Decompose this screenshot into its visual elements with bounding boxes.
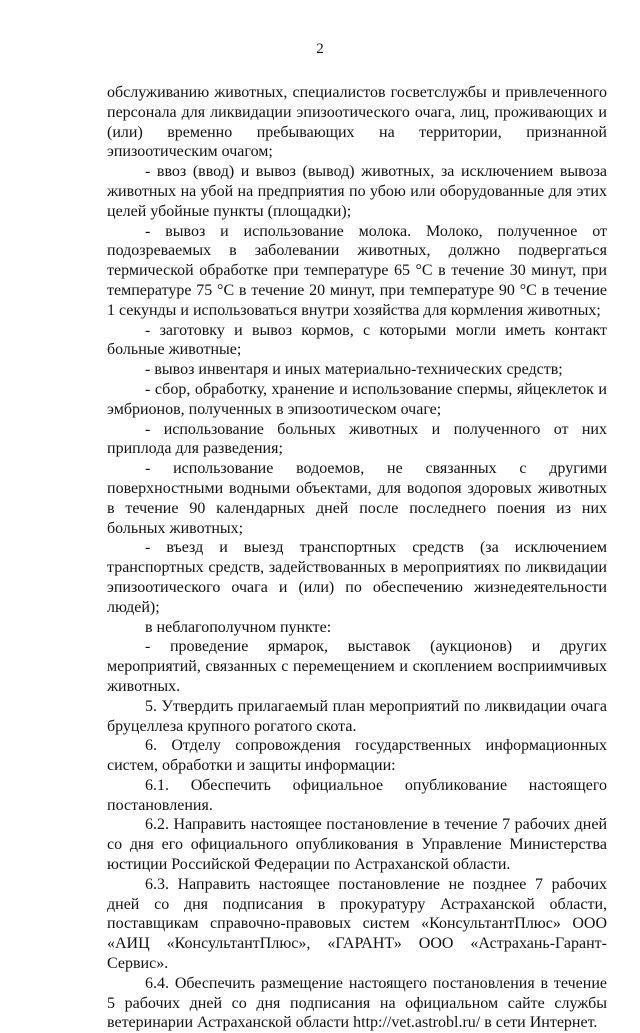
paragraph: - вывоз инвентаря и иных материально-технических средств;: [145, 361, 563, 379]
paragraph: - ввоз (ввод) и вывоз (вывод) животных, за исключением вывоза животных на убой на предприятия по убою или оборудованные для этих целей убойные пункты (площадки);: [107, 163, 607, 220]
page-number: 2: [316, 41, 324, 57]
paragraph: обслуживанию животных, специалистов госветслужбы и привлеченного персонала для ликвидации эпизоотического очага, лиц, проживающих и (или) временно пребывающих на территории, признанной эпизоотическим очагом;: [107, 84, 607, 161]
paragraph: - сбор, обработку, хранение и использование спермы, яйцеклеток и эмбрионов, полученных в эпизоотическом очаге;: [107, 380, 607, 418]
paragraph: - использование больных животных и полученного от них приплода для разведения;: [107, 420, 607, 458]
paragraph: 6.2. Направить настоящее постановление в течение 7 рабочих дней со дня его официального опубликования в Управление Министерства юстиции Российской Федерации по Астраханской области.: [107, 816, 607, 874]
paragraph: - проведение ярмарок, выставок (аукционов) и других мероприятий, связанных с перемещением и скоплением восприимчивых животных.: [107, 638, 607, 695]
paragraph: - вывоз и использование молока. Молоко, полученное от подозреваемых в заболевании животных, должно подвергаться термической обработке при температуре 65 °С в течение 30 минут, при температуре 75 °С в течение 20 минут, при температуре 90 °С в течение 1 секунды и использоваться внутри хозяйства для кормления животных;: [107, 222, 607, 319]
paragraph: 5. Утвердить прилагаемый план мероприятий по ликвидации очага бруцеллеза крупного рогатого скота.: [107, 697, 607, 735]
paragraph: 6. Отделу сопровождения государственных информационных систем, обработки и защиты информации:: [107, 737, 607, 775]
document-body: [107, 83, 607, 1033]
paragraph: 6.3. Направить настоящее постановление не позднее 7 рабочих дней со дня подписания в прокуратуру Астраханской области, поставщикам справочно-правовых систем «КонсультантПлюс» ООО «АИЦ «КонсультантПлюс», «ГАРАНТ» ООО «Астрахань-Гарант-Сервис».: [107, 875, 607, 973]
paragraph: - въезд и выезд транспортных средств (за исключением транспортных средств, задействованных в мероприятиях по ликвидации эпизоотического очага и (или) по обеспечению жизнедеятельности людей);: [107, 539, 607, 616]
paragraph: - использование водоемов, не связанных с другими поверхностными водными объектами, для водопоя здоровых животных в течение 90 календарных дней после последнего поения из них больных животных;: [107, 460, 607, 537]
paragraph: в неблагополучном пункте:: [145, 618, 332, 636]
paragraph: - заготовку и вывоз кормов, с которыми могли иметь контакт больные животные;: [107, 321, 607, 359]
paragraph: 6.4. Обеспечить размещение настоящего постановления в течение 5 рабочих дней со дня подписания на официальном сайте службы ветеринарии Астраханской области http://vet.astrobl.ru/ в сети Интернет.: [107, 974, 607, 1032]
paragraph: 6.1. Обеспечить официальное опубликование настоящего постановления.: [107, 776, 607, 814]
